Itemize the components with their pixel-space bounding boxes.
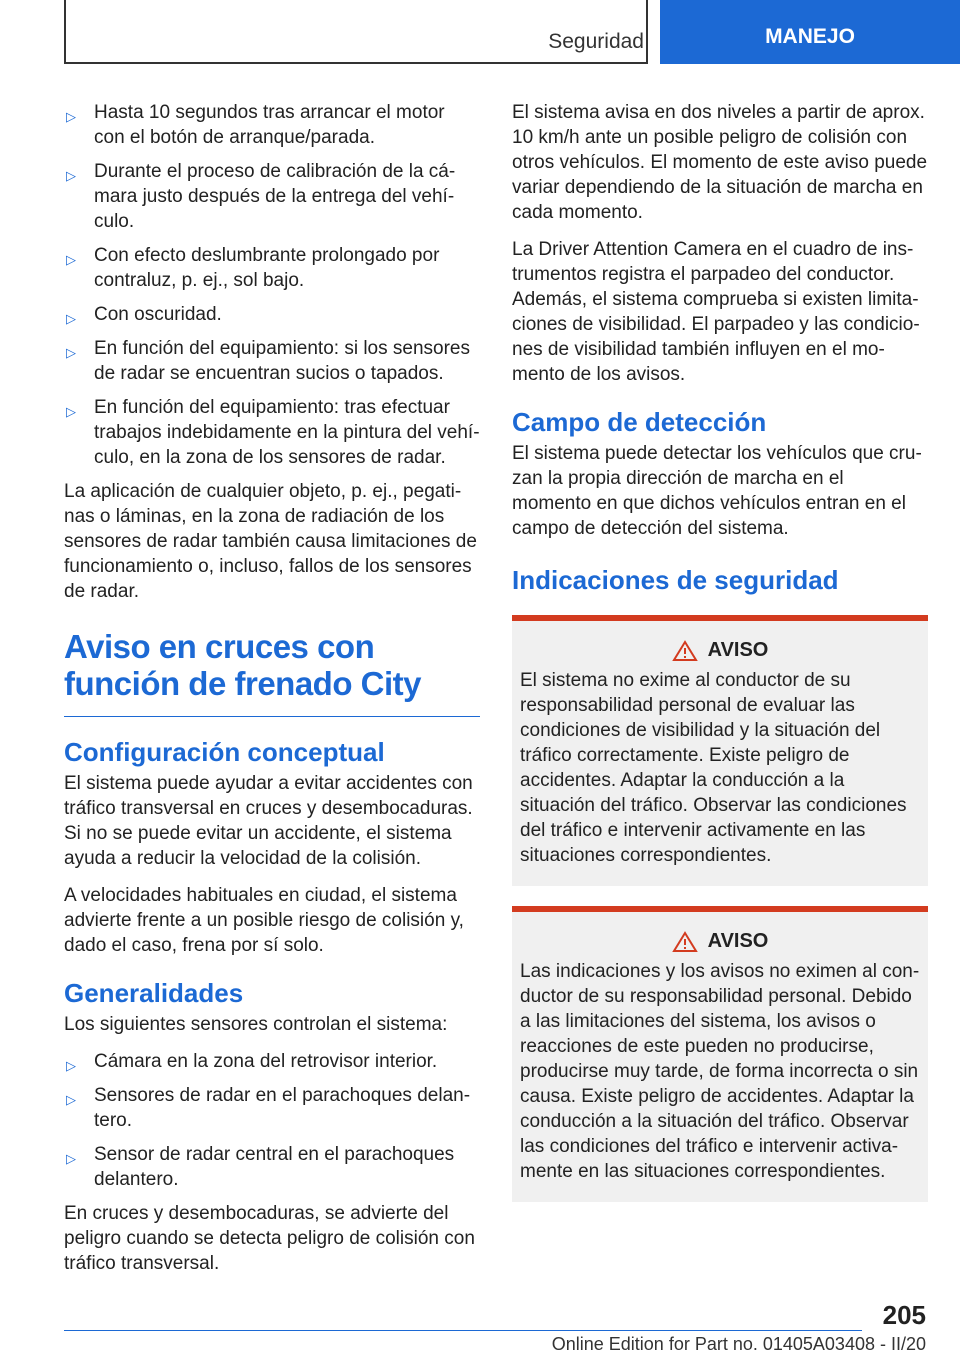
page-number: 205 [882, 1300, 926, 1330]
left-column [64, 100, 480, 1288]
triangle-right-icon: ▷ [66, 345, 76, 360]
right-column [512, 100, 928, 1202]
list-item: ▷ Con efecto deslumbrante prolongado por contraluz, p. ej., sol bajo. [66, 245, 440, 291]
triangle-right-icon: ▷ [66, 1151, 76, 1166]
list-item: ▷ En función del equipamiento: si los sensores de radar se encuentran sucios o tapados. [66, 338, 471, 384]
footer-divider [64, 1330, 862, 1331]
paragraph: La aplicación de cualquier objeto, p. ej., pegatinas o láminas, en la zona de radiación de los sensores de radar también causa limitaciones de funcionamiento o, incluso, fallos de los sensores de radar. [64, 481, 477, 602]
warning-text: Las indicaciones y los avisos no eximen al conductor de su responsabilidad personal. Debido a las limitaciones del sistema, los avisos o reacciones de este pueden no producirse, producirse muy tarde, de forma incorrecta o sin causa. Existe peligro de accidentes. Adaptar la conducción a la situación del tráfico. Observar las condiciones del tráfico e intervenir activamente en las situaciones correspondientes. [520, 961, 920, 1182]
list-item: ▷ En función del equipamiento: tras efectuar trabajos indebidamente en la pintura del vehículo, en la zona de los sensores de radar. [66, 397, 480, 468]
paragraph: En cruces y desembocaduras, se advierte del peligro cuando se detecta peligro de colisión con tráfico transversal. [64, 1203, 475, 1274]
paragraph: El sistema puede detectar los vehículos que cruzan la propia dirección de marcha en el momento en que dichos vehículos entran en el campo de detección del sistema. [512, 443, 922, 539]
triangle-right-icon: ▷ [66, 168, 76, 183]
warning-title: AVISO [707, 930, 769, 952]
list-item: ▷ Sensor de radar central en el parachoques delantero. [66, 1144, 455, 1190]
list-item: ▷ Con oscuridad. [64, 302, 480, 327]
warning-box [512, 615, 928, 886]
warning-triangle-icon [672, 931, 698, 953]
warning-box [512, 906, 928, 1202]
warning-title: AVISO [707, 639, 769, 661]
triangle-right-icon: ▷ [66, 311, 76, 326]
bullet-list-limitations [64, 100, 480, 470]
paragraph: El sistema avisa en dos niveles a partir de aprox. 10 km/h ante un posible peligro de colisión con otros vehículos. El momento de este aviso puede variar dependiendo de la situación de marcha en cada momento. [512, 102, 928, 223]
list-item: ▷ Sensores de radar en el parachoques delantero. [66, 1085, 471, 1131]
bullet-list-sensors [64, 1049, 480, 1192]
paragraph: El sistema puede ayudar a evitar accidentes con tráfico transversal en cruces y desembocaduras. Si no se puede evitar un accidente, el sistema ayuda a reducir la velocidad de la colisión. [64, 773, 473, 869]
section-heading: Aviso en cruces con función de frenado City [64, 628, 480, 717]
footer-edition: Online Edition for Part no. 01405A03408 - II/20 [551, 1334, 926, 1354]
subsection-heading: Campo de detección [512, 407, 767, 437]
subsection-heading: Configuración conceptual [64, 737, 385, 767]
paragraph: La Driver Attention Camera en el cuadro de instrumentos registra el parpadeo del conductor. Además, el sistema comprueba si existen limitaciones de visibilidad. El parpadeo y las condiciones de visibilidad también influyen en el momento de los avisos. [512, 239, 920, 385]
list-item: ▷ Durante el proceso de calibración de la cámara justo después de la entrega del vehículo. [66, 161, 456, 232]
list-item: ▷ Hasta 10 segundos tras arrancar el motor con el botón de arranque/parada. [66, 102, 445, 148]
triangle-right-icon: ▷ [66, 1058, 76, 1073]
list-item: ▷ Cámara en la zona del retrovisor interior. [64, 1049, 480, 1074]
triangle-right-icon: ▷ [66, 252, 76, 267]
warning-triangle-icon [672, 640, 698, 662]
triangle-right-icon: ▷ [66, 1092, 76, 1107]
subsection-heading: Indicaciones de seguridad [512, 565, 839, 595]
paragraph: A velocidades habituales en ciudad, el sistema advierte frente a un posible riesgo de colisión y, dado el caso, frena por sí solo. [64, 885, 464, 956]
triangle-right-icon: ▷ [66, 404, 76, 419]
header-section-title: Seguridad [548, 30, 644, 53]
header-chapter-tab: MANEJO [660, 0, 960, 64]
triangle-right-icon: ▷ [66, 109, 76, 124]
warning-text: El sistema no exime al conductor de su responsabilidad personal de evaluar las condiciones de visibilidad y la situación del tráfico correctamente. Existe peligro de accidentes. Adaptar la conducción a la situación del tráfico. Observar las condiciones del tráfico e intervenir activamente en las situaciones correspondientes. [520, 670, 907, 866]
subsection-heading: Generalidades [64, 978, 244, 1008]
paragraph: Los siguientes sensores controlan el sistema: [64, 1014, 448, 1035]
